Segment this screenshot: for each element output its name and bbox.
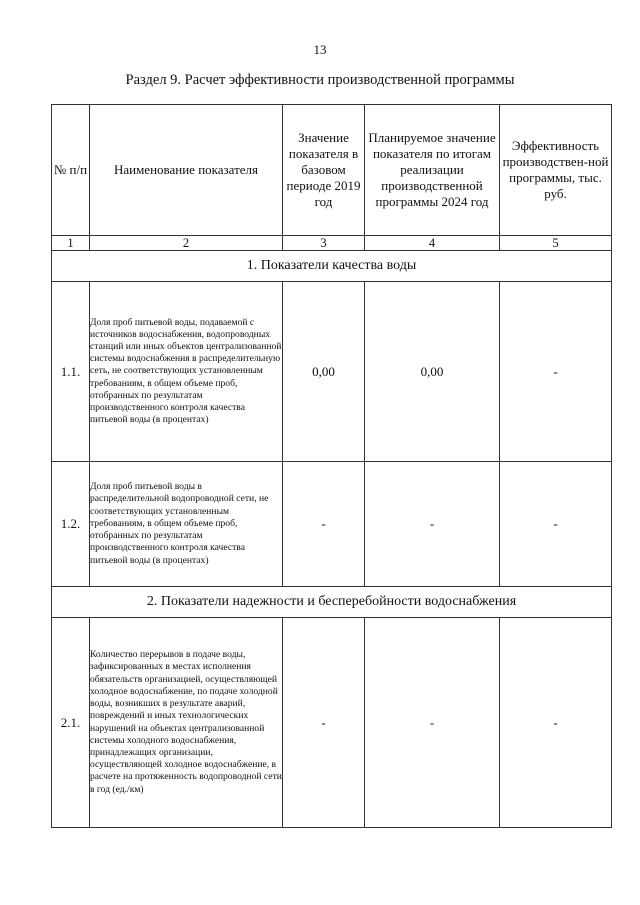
base-value: 0,00	[283, 282, 365, 462]
row-number: 1.2.	[52, 462, 90, 587]
efficiency-value: -	[500, 618, 612, 828]
column-number: 4	[365, 236, 500, 251]
planned-value: -	[365, 618, 500, 828]
header-efficiency: Эффективность производствен-ной программы, тыс. руб.	[500, 105, 612, 236]
row-number: 2.1.	[52, 618, 90, 828]
base-value: -	[283, 618, 365, 828]
column-number: 1	[52, 236, 90, 251]
group-header-row	[52, 587, 612, 618]
efficiency-value: -	[500, 282, 612, 462]
group-title: 1. Показатели качества воды	[52, 251, 612, 282]
efficiency-table	[51, 104, 612, 828]
planned-value: -	[365, 462, 500, 587]
planned-value: 0,00	[365, 282, 500, 462]
column-number: 3	[283, 236, 365, 251]
table-row	[52, 462, 612, 587]
header-number: № п/п	[52, 105, 90, 236]
indicator-name: Количество перерывов в подаче воды, зафиксированных в местах исполнения обязательств организацией, осуществляющей холодное водоснабжение, по подаче холодной воды, возникших в результате аварий, повреждений и иных технологических нарушений на объектах централизованной системы холодного водоснабжения, принадлежащих организации, осуществляющей холодное водоснабжение, в расчете на протяженность водопроводной сети в год (ед./км)	[90, 618, 283, 828]
section-title: Раздел 9. Расчет эффективности производственной программы	[125, 72, 515, 88]
efficiency-value: -	[500, 462, 612, 587]
table-row	[52, 618, 612, 828]
indicator-name: Доля проб питьевой воды, подаваемой с источников водоснабжения, водопроводных станций или иных объектов централизованной системы водоснабжения в распределительную сеть, не соответствующих установленным требованиям, в общем объеме проб, отобранных по результатам производственного контроля качества питьевой воды (в процентах)	[90, 282, 283, 462]
table-row	[52, 282, 612, 462]
group-header-row	[52, 251, 612, 282]
header-indicator-name: Наименование показателя	[90, 105, 283, 236]
column-number-row	[52, 236, 612, 251]
header-base-value: Значение показателя в базовом периоде 2019 год	[283, 105, 365, 236]
base-value: -	[283, 462, 365, 587]
header-planned-value: Планируемое значение показателя по итогам реализации производственной программы 2024 год	[365, 105, 500, 236]
group-title: 2. Показатели надежности и бесперебойности водоснабжения	[52, 587, 612, 618]
header-row	[52, 105, 612, 236]
column-number: 5	[500, 236, 612, 251]
row-number: 1.1.	[52, 282, 90, 462]
column-number: 2	[90, 236, 283, 251]
indicator-name: Доля проб питьевой воды в распределительной водопроводной сети, не соответствующих установленным требованиям, в общем объеме проб, отобранных по результатам производственного контроля качества питьевой воды (в процентах)	[90, 462, 283, 587]
page-number: 13	[313, 42, 327, 57]
